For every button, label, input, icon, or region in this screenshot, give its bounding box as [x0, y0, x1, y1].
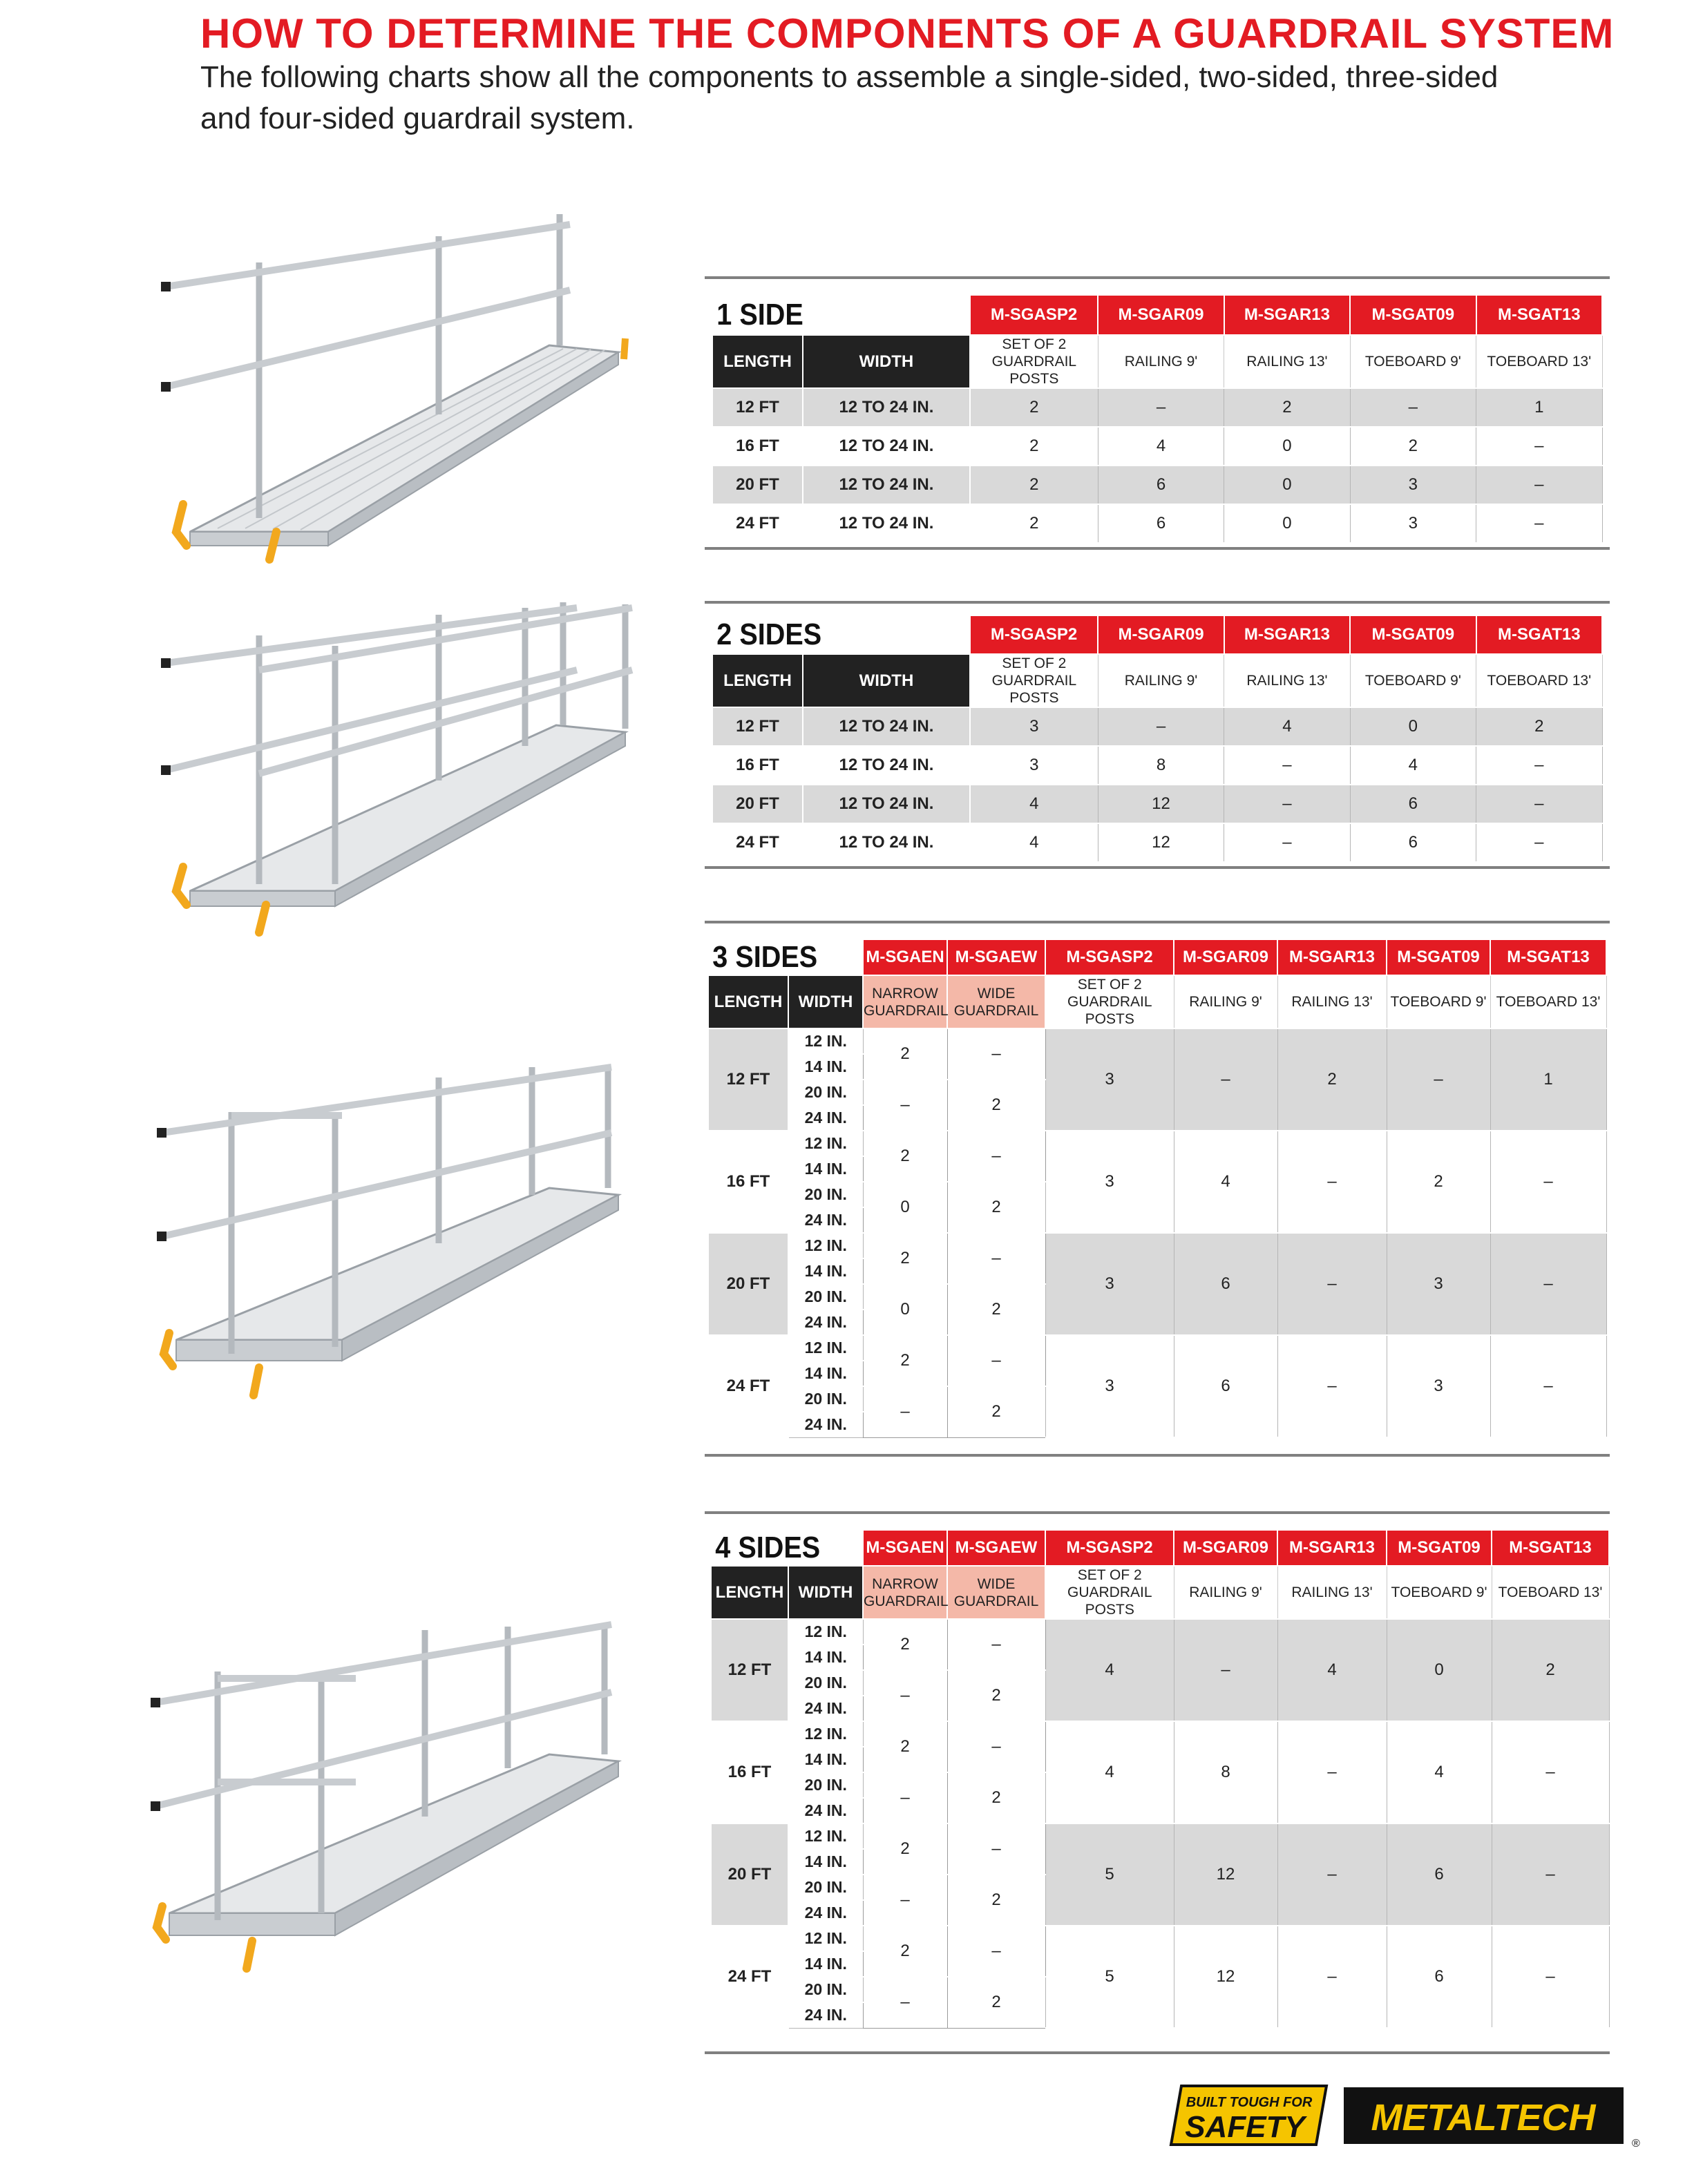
value-cell: –: [1277, 1233, 1387, 1335]
column-code: M-SGAR09: [1174, 939, 1277, 975]
table-row: [711, 1926, 1609, 1951]
length-cell: 20 FT: [708, 1233, 788, 1335]
value-cell: 0: [1224, 504, 1350, 543]
column-description: TOEBOARD 13': [1476, 654, 1602, 707]
column-code: M-SGAT09: [1387, 939, 1490, 975]
narrow-value: 2: [863, 1721, 947, 1772]
value-cell: –: [1350, 388, 1476, 427]
column-code: M-SGAT09: [1350, 615, 1476, 654]
column-code: M-SGASP2: [970, 295, 1098, 335]
wide-value: –: [947, 1131, 1045, 1182]
value-cell: –: [1490, 1233, 1606, 1335]
column-code: M-SGAR13: [1277, 1530, 1387, 1566]
width-cell: 12 IN.: [788, 1131, 863, 1156]
value-cell: –: [1476, 504, 1602, 543]
value-cell: 0: [1224, 427, 1350, 466]
value-cell: 3: [1045, 1335, 1174, 1437]
length-cell: 24 FT: [708, 1335, 788, 1437]
value-cell: –: [1174, 1619, 1277, 1721]
wide-value: –: [947, 1721, 1045, 1772]
section-title: 4 SIDES: [711, 1530, 848, 1566]
table-row: [712, 388, 1602, 427]
value-cell: 4: [1045, 1721, 1174, 1823]
table-row: [712, 746, 1602, 785]
value-cell: 2: [1476, 707, 1602, 746]
narrow-value: –: [863, 1977, 947, 2028]
two-sides-guardrail-illustration: [149, 594, 660, 953]
width-header: WIDTH: [788, 1566, 863, 1619]
value-cell: 6: [1174, 1233, 1277, 1335]
width-header: WIDTH: [803, 654, 970, 707]
column-code: M-SGAEW: [947, 939, 1045, 975]
brand-logos: [1168, 2079, 1644, 2155]
width-cell: 14 IN.: [788, 1361, 863, 1386]
section-top-rule: [705, 276, 1610, 279]
value-cell: 5: [1045, 1823, 1174, 1926]
column-description: TOEBOARD 9': [1387, 1566, 1492, 1619]
width-cell: 20 IN.: [788, 1284, 863, 1310]
width-cell: 14 IN.: [788, 1951, 863, 1977]
table-row: [712, 823, 1602, 862]
value-cell: –: [1490, 1335, 1606, 1437]
wide-value: –: [947, 1335, 1045, 1386]
length-cell: 12 FT: [712, 388, 803, 427]
table-row: [708, 1131, 1606, 1156]
section-title: 3 SIDES: [708, 939, 848, 975]
value-cell: 3: [1045, 1131, 1174, 1233]
length-cell: 12 FT: [712, 707, 803, 746]
column-code: M-SGAR09: [1174, 1530, 1277, 1566]
value-cell: 3: [970, 707, 1098, 746]
width-cell: 12 TO 24 IN.: [803, 785, 970, 823]
width-cell: 12 IN.: [788, 1335, 863, 1361]
width-cell: 24 IN.: [788, 1900, 863, 1926]
four-sides-section: [705, 1511, 1610, 2057]
value-cell: 4: [970, 823, 1098, 862]
column-code: M-SGAR09: [1098, 295, 1224, 335]
value-cell: –: [1492, 1926, 1609, 2028]
width-cell: 12 TO 24 IN.: [803, 388, 970, 427]
column-code: M-SGAT13: [1490, 939, 1606, 975]
length-cell: 12 FT: [711, 1619, 788, 1721]
column-description: TOEBOARD 13': [1492, 1566, 1609, 1619]
width-cell: 14 IN.: [788, 1747, 863, 1772]
three-sides-section: [705, 921, 1610, 1459]
value-cell: –: [1174, 1028, 1277, 1131]
value-cell: 4: [1277, 1619, 1387, 1721]
value-cell: 3: [1350, 466, 1476, 504]
column-description: TOEBOARD 13': [1476, 335, 1602, 388]
column-code: M-SGASP2: [970, 615, 1098, 654]
value-cell: 2: [970, 388, 1098, 427]
width-cell: 12 IN.: [788, 1926, 863, 1951]
wide-value: –: [947, 1823, 1045, 1875]
value-cell: 2: [1492, 1619, 1609, 1721]
value-cell: –: [1224, 785, 1350, 823]
width-cell: 14 IN.: [788, 1849, 863, 1875]
table-row: [712, 785, 1602, 823]
column-code: M-SGASP2: [1045, 1530, 1174, 1566]
column-code: M-SGAR13: [1224, 295, 1350, 335]
length-cell: 12 FT: [708, 1028, 788, 1131]
column-code: M-SGAT09: [1387, 1530, 1492, 1566]
narrow-value: –: [863, 1772, 947, 1823]
value-cell: 8: [1174, 1721, 1277, 1823]
width-header: WIDTH: [788, 975, 863, 1028]
value-cell: –: [1387, 1028, 1490, 1131]
section-title: 2 SIDES: [712, 615, 944, 654]
wide-value: –: [947, 1619, 1045, 1670]
wide-value: 2: [947, 1977, 1045, 2028]
length-cell: 24 FT: [711, 1926, 788, 2028]
column-description: RAILING 9': [1098, 654, 1224, 707]
width-cell: 20 IN.: [788, 1080, 863, 1105]
width-cell: 12 IN.: [788, 1028, 863, 1054]
length-cell: 16 FT: [711, 1721, 788, 1823]
metaltech-logo: [1344, 2087, 1640, 2149]
table-row: [712, 504, 1602, 543]
value-cell: 2: [970, 427, 1098, 466]
three-sides-table: [707, 939, 1607, 1438]
width-cell: 12 TO 24 IN.: [803, 504, 970, 543]
badge-line1: BUILT TOUGH FOR: [1186, 2095, 1313, 2110]
value-cell: –: [1492, 1721, 1609, 1823]
section-top-rule: [705, 921, 1610, 923]
section-title: 1 SIDE: [712, 295, 944, 335]
width-cell: 12 IN.: [788, 1233, 863, 1258]
column-description: SET OF 2 GUARDRAIL POSTS: [970, 654, 1098, 707]
narrow-value: 2: [863, 1926, 947, 1977]
value-cell: 6: [1387, 1823, 1492, 1926]
value-cell: –: [1277, 1823, 1387, 1926]
length-cell: 24 FT: [712, 504, 803, 543]
column-description: SET OF 2 GUARDRAIL POSTS: [970, 335, 1098, 388]
column-description: SET OF 2 GUARDRAIL POSTS: [1045, 975, 1174, 1028]
two-sides-section: [705, 601, 1610, 877]
value-cell: 3: [1387, 1335, 1490, 1437]
narrow-value: –: [863, 1875, 947, 1926]
value-cell: –: [1476, 746, 1602, 785]
length-header: LENGTH: [708, 975, 788, 1028]
width-cell: 20 IN.: [788, 1386, 863, 1412]
value-cell: 4: [1045, 1619, 1174, 1721]
value-cell: 0: [1350, 707, 1476, 746]
section-bottom-rule: [705, 2051, 1610, 2054]
value-cell: 6: [1350, 823, 1476, 862]
value-cell: 1: [1476, 388, 1602, 427]
narrow-value: 2: [863, 1823, 947, 1875]
width-cell: 12 IN.: [788, 1721, 863, 1747]
narrow-value: 2: [863, 1335, 947, 1386]
brand-name: METALTECH: [1371, 2097, 1596, 2138]
page-subtitle: The following charts show all the components to assemble a single-sided, two-sided, three-sided and four-sided guardrail system.: [200, 60, 1499, 135]
column-description: RAILING 13': [1277, 975, 1387, 1028]
width-cell: 12 TO 24 IN.: [803, 707, 970, 746]
page-title: HOW TO DETERMINE THE COMPONENTS OF A GUARDRAIL SYSTEM: [200, 10, 1615, 57]
value-cell: 2: [1387, 1131, 1490, 1233]
value-cell: 6: [1350, 785, 1476, 823]
width-cell: 14 IN.: [788, 1258, 863, 1284]
value-cell: 6: [1174, 1335, 1277, 1437]
length-header: LENGTH: [711, 1566, 788, 1619]
value-cell: 2: [970, 466, 1098, 504]
section-bottom-rule: [705, 547, 1610, 550]
three-sides-guardrail-illustration: [149, 1057, 660, 1423]
width-cell: 20 IN.: [788, 1772, 863, 1798]
four-sides-guardrail-illustration: [149, 1616, 660, 2003]
width-cell: 24 IN.: [788, 1798, 863, 1823]
narrow-value: –: [863, 1080, 947, 1131]
table-row: [708, 1335, 1606, 1361]
wide-value: –: [947, 1233, 1045, 1284]
section-bottom-rule: [705, 1454, 1610, 1457]
column-code: M-SGAT09: [1350, 295, 1476, 335]
one-side-section: [705, 276, 1610, 553]
table-row: [711, 1619, 1609, 1645]
value-cell: 4: [1174, 1131, 1277, 1233]
value-cell: –: [1277, 1721, 1387, 1823]
value-cell: 3: [1387, 1233, 1490, 1335]
column-description: NARROW GUARDRAIL: [863, 975, 947, 1028]
narrow-value: 0: [863, 1284, 947, 1335]
width-cell: 24 IN.: [788, 1105, 863, 1131]
built-tough-for-safety-badge: [1171, 2086, 1326, 2145]
width-header: WIDTH: [803, 335, 970, 388]
section-top-rule: [705, 601, 1610, 604]
value-cell: –: [1492, 1823, 1609, 1926]
narrow-value: 2: [863, 1619, 947, 1670]
column-description: RAILING 9': [1174, 975, 1277, 1028]
value-cell: –: [1277, 1926, 1387, 2028]
column-description: RAILING 13': [1224, 654, 1350, 707]
narrow-value: 2: [863, 1233, 947, 1284]
value-cell: 4: [1387, 1721, 1492, 1823]
narrow-value: –: [863, 1386, 947, 1437]
width-cell: 14 IN.: [788, 1156, 863, 1182]
width-cell: 20 IN.: [788, 1182, 863, 1207]
column-description: SET OF 2 GUARDRAIL POSTS: [1045, 1566, 1174, 1619]
value-cell: 3: [1350, 504, 1476, 543]
value-cell: –: [1490, 1131, 1606, 1233]
value-cell: 4: [1098, 427, 1224, 466]
value-cell: –: [1224, 746, 1350, 785]
width-cell: 12 IN.: [788, 1823, 863, 1849]
badge-line2: SAFETY: [1185, 2110, 1305, 2144]
four-sides-table: [710, 1529, 1610, 2029]
narrow-value: –: [863, 1670, 947, 1721]
value-cell: 12: [1174, 1926, 1277, 2028]
column-code: M-SGAR09: [1098, 615, 1224, 654]
one-side-guardrail-illustration: [149, 207, 660, 580]
wide-value: 2: [947, 1182, 1045, 1233]
section-top-rule: [705, 1511, 1610, 1514]
length-cell: 24 FT: [712, 823, 803, 862]
column-description: NARROW GUARDRAIL: [863, 1566, 947, 1619]
length-cell: 16 FT: [712, 427, 803, 466]
table-row: [712, 466, 1602, 504]
value-cell: –: [1476, 466, 1602, 504]
width-cell: 12 TO 24 IN.: [803, 427, 970, 466]
value-cell: 2: [1224, 388, 1350, 427]
width-cell: 12 IN.: [788, 1619, 863, 1645]
wide-value: 2: [947, 1772, 1045, 1823]
width-cell: 12 TO 24 IN.: [803, 746, 970, 785]
value-cell: 3: [1045, 1028, 1174, 1131]
wide-value: –: [947, 1926, 1045, 1977]
table-row: [711, 1823, 1609, 1849]
length-cell: 20 FT: [712, 466, 803, 504]
column-description: TOEBOARD 9': [1350, 654, 1476, 707]
registered-mark: ®: [1632, 2138, 1640, 2149]
width-cell: 20 IN.: [788, 1977, 863, 2002]
length-cell: 16 FT: [712, 746, 803, 785]
column-description: WIDE GUARDRAIL: [947, 975, 1045, 1028]
value-cell: 6: [1098, 504, 1224, 543]
value-cell: 12: [1174, 1823, 1277, 1926]
column-description: RAILING 9': [1174, 1566, 1277, 1619]
width-cell: 24 IN.: [788, 1696, 863, 1721]
length-header: LENGTH: [712, 654, 803, 707]
column-code: M-SGAEW: [947, 1530, 1045, 1566]
value-cell: 4: [1224, 707, 1350, 746]
value-cell: –: [1476, 823, 1602, 862]
width-cell: 14 IN.: [788, 1645, 863, 1670]
value-cell: –: [1476, 427, 1602, 466]
value-cell: 12: [1098, 785, 1224, 823]
column-code: M-SGAT13: [1492, 1530, 1609, 1566]
value-cell: 2: [1277, 1028, 1387, 1131]
wide-value: 2: [947, 1875, 1045, 1926]
width-cell: 14 IN.: [788, 1054, 863, 1080]
wide-value: 2: [947, 1284, 1045, 1335]
value-cell: 6: [1098, 466, 1224, 504]
length-cell: 16 FT: [708, 1131, 788, 1233]
narrow-value: 0: [863, 1182, 947, 1233]
table-row: [708, 1233, 1606, 1258]
value-cell: 0: [1387, 1619, 1492, 1721]
value-cell: –: [1277, 1131, 1387, 1233]
column-description: WIDE GUARDRAIL: [947, 1566, 1045, 1619]
column-code: M-SGAR13: [1277, 939, 1387, 975]
width-cell: 20 IN.: [788, 1670, 863, 1696]
wide-value: 2: [947, 1080, 1045, 1131]
value-cell: –: [1098, 707, 1224, 746]
length-header: LENGTH: [712, 335, 803, 388]
value-cell: 2: [970, 504, 1098, 543]
width-cell: 24 IN.: [788, 2002, 863, 2028]
value-cell: 2: [1350, 427, 1476, 466]
wide-value: –: [947, 1028, 1045, 1080]
value-cell: 3: [1045, 1233, 1174, 1335]
column-description: TOEBOARD 13': [1490, 975, 1606, 1028]
column-code: M-SGASP2: [1045, 939, 1174, 975]
width-cell: 12 TO 24 IN.: [803, 823, 970, 862]
value-cell: 12: [1098, 823, 1224, 862]
column-description: TOEBOARD 9': [1350, 335, 1476, 388]
narrow-value: 2: [863, 1028, 947, 1080]
table-row: [711, 1721, 1609, 1747]
length-cell: 20 FT: [712, 785, 803, 823]
column-code: M-SGAEN: [863, 1530, 947, 1566]
width-cell: 24 IN.: [788, 1207, 863, 1233]
column-description: RAILING 13': [1224, 335, 1350, 388]
column-description: RAILING 13': [1277, 1566, 1387, 1619]
value-cell: 1: [1490, 1028, 1606, 1131]
value-cell: 0: [1224, 466, 1350, 504]
column-description: TOEBOARD 9': [1387, 975, 1490, 1028]
value-cell: 4: [1350, 746, 1476, 785]
width-cell: 24 IN.: [788, 1412, 863, 1437]
value-cell: 4: [970, 785, 1098, 823]
table-row: [712, 427, 1602, 466]
value-cell: 8: [1098, 746, 1224, 785]
one-side-table: [712, 294, 1603, 544]
column-code: M-SGAR13: [1224, 615, 1350, 654]
value-cell: 3: [970, 746, 1098, 785]
column-code: M-SGAT13: [1476, 295, 1602, 335]
table-row: [708, 1028, 1606, 1054]
width-cell: 24 IN.: [788, 1310, 863, 1335]
length-cell: 20 FT: [711, 1823, 788, 1926]
width-cell: 12 TO 24 IN.: [803, 466, 970, 504]
table-row: [712, 707, 1602, 746]
column-code: M-SGAT13: [1476, 615, 1602, 654]
value-cell: 5: [1045, 1926, 1174, 2028]
column-description: RAILING 9': [1098, 335, 1224, 388]
section-bottom-rule: [705, 866, 1610, 869]
value-cell: –: [1224, 823, 1350, 862]
wide-value: 2: [947, 1386, 1045, 1437]
two-sides-table: [712, 615, 1603, 863]
narrow-value: 2: [863, 1131, 947, 1182]
wide-value: 2: [947, 1670, 1045, 1721]
value-cell: –: [1277, 1335, 1387, 1437]
value-cell: –: [1098, 388, 1224, 427]
value-cell: 6: [1387, 1926, 1492, 2028]
width-cell: 20 IN.: [788, 1875, 863, 1900]
column-code: M-SGAEN: [863, 939, 947, 975]
value-cell: –: [1476, 785, 1602, 823]
